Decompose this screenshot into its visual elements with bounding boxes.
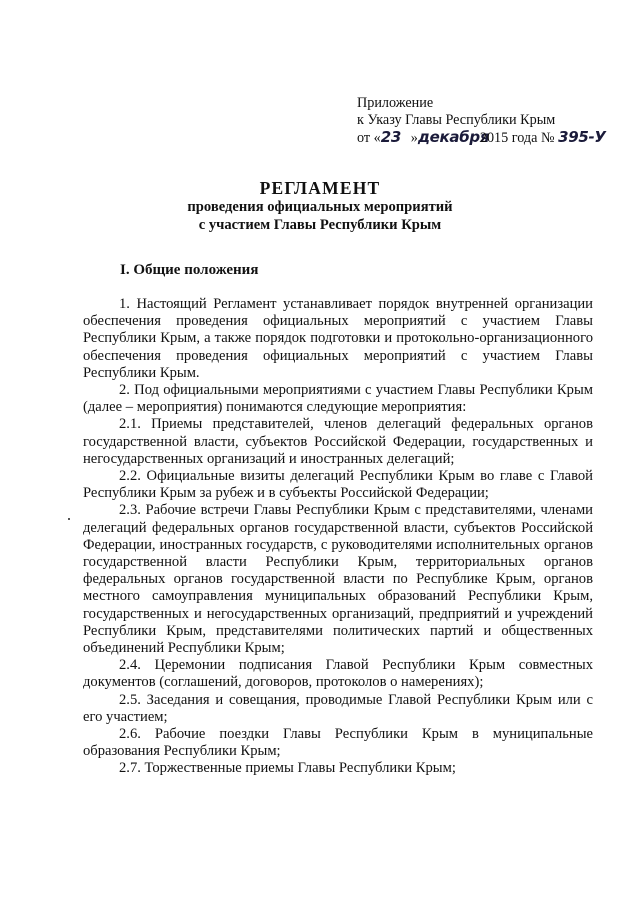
paragraph-2-5: 2.5. Заседания и совещания, проводимые Главой Республики Крым или с его участием; bbox=[83, 691, 593, 725]
date-mid: » bbox=[410, 130, 418, 146]
appendix-title: Приложение bbox=[357, 95, 434, 111]
paragraph-2-6: 2.6. Рабочие поездки Главы Республики Крым в муниципальные образования Республики Крым; bbox=[83, 726, 593, 760]
paragraph-2-4: 2.4. Церемонии подписания Главой Республики Крым совместных документов (соглашений, договоров, протоколов о намерениях); bbox=[83, 657, 593, 691]
paragraph-2-2: 2.2. Официальные визиты делегаций Республики Крым во главе с Главой Республики Крым за рубеж и в субъекты Российской Федерации; bbox=[83, 468, 593, 502]
document-title-block bbox=[0, 178, 640, 234]
paragraph-2-7: 2.7. Торжественные приемы Главы Республики Крым; bbox=[119, 760, 456, 777]
paragraph-2: 2. Под официальными мероприятиями с участием Главы Республики Крым (далее – мероприятия) понимаются следующие мероприятия: bbox=[83, 382, 593, 416]
handwritten-number: 395-У bbox=[558, 128, 606, 146]
document-title: РЕГЛАМЕНТ bbox=[259, 178, 381, 198]
document-subtitle-line2: с участием Главы Республики Крым bbox=[198, 216, 442, 233]
handwritten-day: 23 bbox=[380, 128, 402, 146]
section-heading: I. Общие положения bbox=[120, 262, 259, 278]
document-body bbox=[83, 296, 593, 778]
scan-speck bbox=[68, 518, 70, 520]
paragraph-2-3: 2.3. Рабочие встречи Главы Республики Крым с представителями, членами делегаций федеральных органов государственной власти, субъектов Российской Федерации, иностранных государств, с руководителями исполнительных органов государственной власти Республики Крым, территориальных органов федеральных органов государственной власти по Республике Крым, органов местного самоуправления муниципальных образований Республики Крым, государственных и негосударственных организаций, предприятий и учреждений Республики Крым, представителями политических партий и общественных объединений Республики Крым; bbox=[83, 502, 593, 657]
appendix-header bbox=[357, 95, 637, 147]
paragraph-1: 1. Настоящий Регламент устанавливает порядок внутренней организации обеспечения проведения официальных мероприятий с участием Главы Республики Крым, а также порядок подготовки и протокольно-организационного обеспечения проведения официальных мероприятий с участием Главы Республики Крым. bbox=[83, 296, 593, 381]
appendix-reference: к Указу Главы Республики Крым bbox=[357, 112, 556, 128]
appendix-date-line bbox=[357, 129, 637, 147]
handwritten-month: декабря bbox=[417, 128, 490, 146]
document-subtitle-line1: проведения официальных мероприятий bbox=[187, 199, 453, 215]
date-prefix: от « bbox=[357, 130, 381, 146]
date-year: 2015 года № bbox=[479, 130, 555, 146]
paragraph-2-1: 2.1. Приемы представителей, членов делегаций федеральных органов государственной власти, субъектов Российской Федерации, государственных и негосударственных организаций и иностранных делегаций; bbox=[83, 416, 593, 467]
